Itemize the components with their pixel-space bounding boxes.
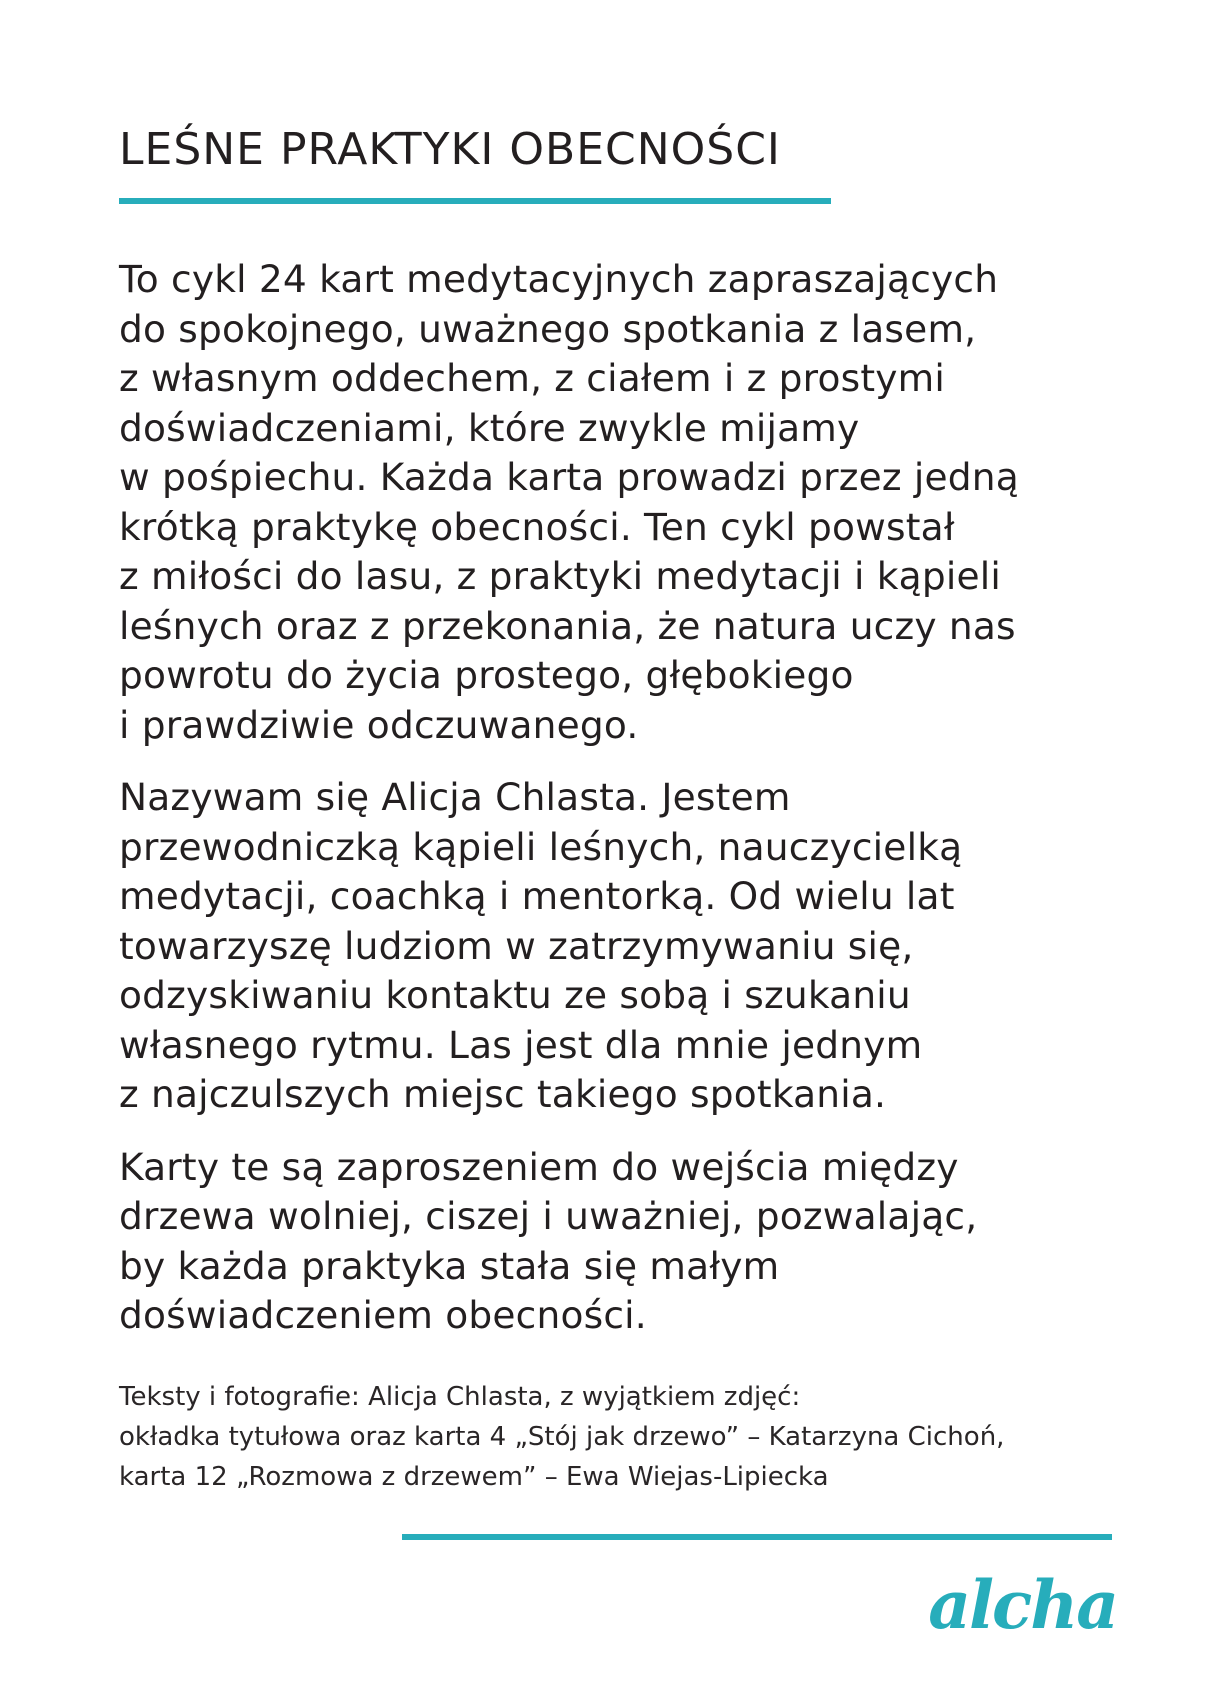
title-underline [119,198,831,204]
page-title: LEŚNE PRAKTYKI OBECNOŚCI [119,124,781,175]
body-text [119,255,1119,1364]
paragraph-author: Nazywam się Alicja Chlasta. Jestem przewodniczką kąpieli leśnych, nauczycielką medytacji, coachką i mentorką. Od wielu lat towarzyszę ludziom w zatrzymywaniu się, odzyskiwaniu kontaktu ze sobą i szukaniu własnego rytmu. Las jest dla mnie jednym z najczulszych miejsc takiego spotkania. [119,775,963,1116]
photo-credits: Teksty i fotografie: Alicja Chlasta, z wyjątkiem zdjęć: okładka tytułowa oraz karta 4 „Stój jak drzewo” – Katarzyna Cichoń, karta 12 „Rozmowa z drzewem” – Ewa Wiejas-Lipiecka [119,1382,1005,1492]
alcha-logo: alcha [928,1566,1117,1644]
paragraph-intro: To cykl 24 kart medytacyjnych zapraszających do spokojnego, uważnego spotkania z lasem, z własnym oddechem, z ciałem i z prostymi doświadczeniami, które zwykle mijamy w pośpiechu. Każda karta prowadzi przez jedną krótką praktykę obecności. Ten cykl powstał z miłości do lasu, z praktyki medytacji i kąpieli leśnych oraz z przekonania, że natura uczy nas powrotu do życia prostego, głębokiego i prawdziwie odczuwanego. [119,257,1019,747]
paragraph-invitation: Karty te są zaproszeniem do wejścia między drzewa wolniej, ciszej i uważniej, pozwalając, by każda praktyka stała się małym doświadczeniem obecności. [119,1144,978,1337]
footer-divider [402,1534,1112,1540]
